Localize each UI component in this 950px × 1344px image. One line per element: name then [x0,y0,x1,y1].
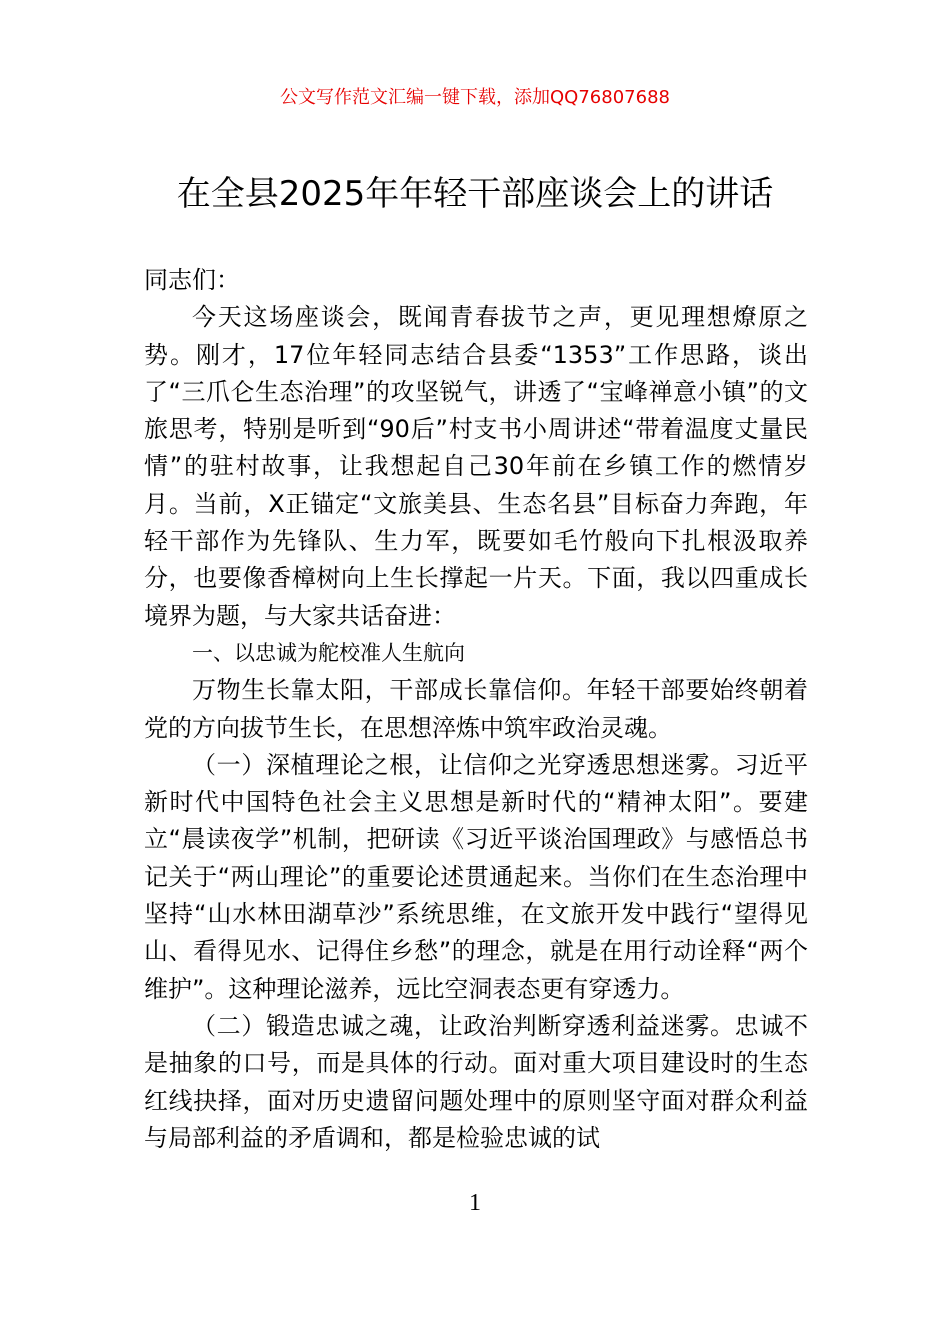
page-number: 1 [469,1190,481,1216]
paragraph-section-1-lead: 万物生长靠太阳，干部成长靠信仰。年轻干部要始终朝着党的方向拔节生长，在思想淬炼中筑牢政治灵魂。 [144,676,808,742]
paragraph-subsection-2: （二）锻造忠诚之魂，让政治判断穿透利益迷雾。忠诚不是抽象的口号，而是具体的行动。面对重大项目建设时的生态红线抉择，面对历史遗留问题处理中的原则坚守面对群众利益与局部利益的矛盾调和，都是检验忠诚的试 [144,1011,808,1152]
paragraph-intro: 今天这场座谈会，既闻青春拔节之声，更见理想燎原之势。刚才，17位年轻同志结合县委“1353”工作思路，谈出了“三爪仑生态治理”的攻坚锐气，讲透了“宝峰禅意小镇”的文旅思考，特别是听到“90后”村支书小周讲述“带着温度丈量民情”的驻村故事，让我想起自己30年前在乡镇工作的燃情岁月。当前，X正锚定“文旅美县、生态名县”目标奋力奔跑，年轻干部作为先锋队、生力军，既要如毛竹般向下扎根汲取养分，也要像香樟树向上生长撑起一片天。下面，我以四重成长境界为题，与大家共话奋进： [144,303,808,630]
paragraph-subsection-1: （一）深植理论之根，让信仰之光穿透思想迷雾。习近平新时代中国特色社会主义思想是新时代的“精神太阳”。要建立“晨读夜学”机制，把研读《习近平谈治国理政》与感悟总书记关于“两山理论”的重要论述贯通起来。当你们在生态治理中坚持“山水林田湖草沙”系统思维，在文旅开发中践行“望得见山、看得见水、记得住乡愁”的理念，就是在用行动诠释“两个维护”。这种理论滋养，远比空洞表态更有穿透力。 [144,750,808,1003]
document-body [144,262,808,1157]
salutation: 同志们： [144,266,240,294]
header-download-note: 公文写作范文汇编一键下载，添加QQ76807688 [280,87,670,108]
page-title: 在全县2025年年轻干部座谈会上的讲话 [176,174,774,214]
section-heading-1: 一、以忠诚为舵校准人生航向 [192,640,465,665]
